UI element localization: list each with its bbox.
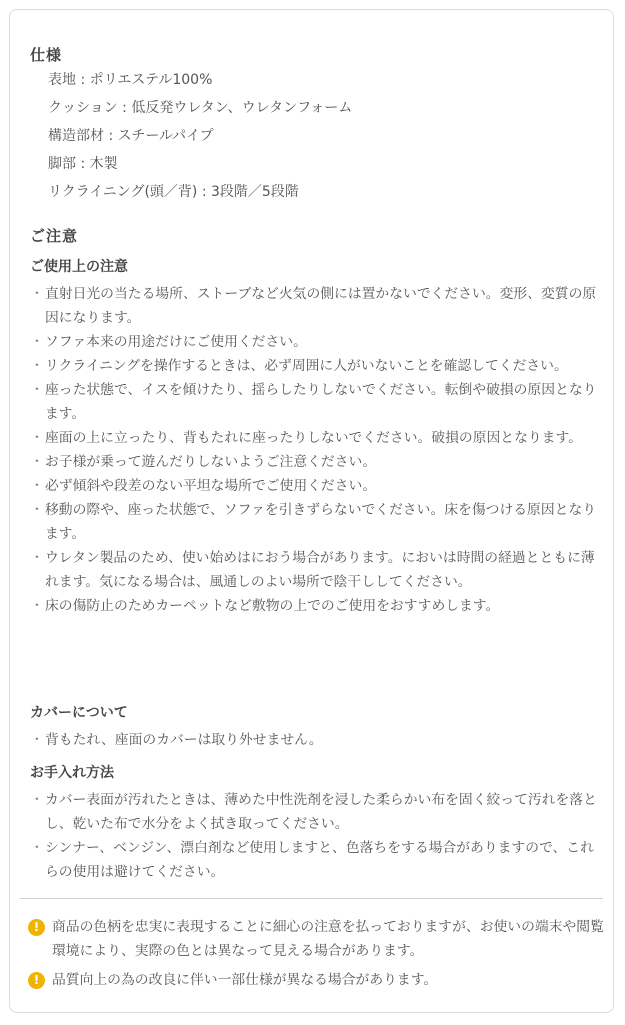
caution-title: ご注意: [30, 227, 79, 245]
list-item: ・ 座面の上に立ったり、背もたれに座ったりしないでください。破損の原因となります。: [30, 426, 602, 450]
list-item: ・ 座った状態で、イスを傾けたり、揺らしたりしないでください。転倒や破損の原因となります。: [30, 378, 602, 426]
spec-item: 構造部材 : スチールパイプ: [48, 128, 214, 144]
list-item: ・ ソファ本来の用途だけにご使用ください。: [30, 330, 602, 354]
usage-list: [30, 282, 602, 618]
spec-item: クッション : 低反発ウレタン、ウレタンフォーム: [48, 100, 353, 116]
divider: [20, 898, 603, 899]
cover-title: カバーについて: [30, 705, 128, 721]
bullet-icon: ・: [30, 478, 44, 494]
list-item: ・ 床の傷防止のためカーペットなど敷物の上でのご使用をおすすめします。: [30, 594, 602, 618]
list-item: ・ 必ず傾斜や段差のない平坦な場所でご使用ください。: [30, 474, 602, 498]
list-item: ・ 直射日光の当たる場所、ストーブなど火気の側には置かないでください。変形、変質の原因になります。: [30, 282, 602, 330]
bullet-icon: ・: [30, 334, 44, 350]
bullet-icon: ・: [30, 732, 44, 748]
list-item: ・ お子様が乗って遊んだりしないようご注意ください。: [30, 450, 602, 474]
spec-title: 仕様: [30, 46, 63, 64]
bullet-icon: ・: [30, 792, 44, 808]
bullet-icon: ・: [30, 286, 44, 302]
spec-card: [9, 9, 614, 1013]
note-item: ! 商品の色柄を忠実に表現することに細心の注意を払っておりますが、お使いの端末や閲覧環境により、実際の色とは異なって見える場合があります。: [28, 915, 606, 963]
list-item: ・ 背もたれ、座面のカバーは取り外せません。: [30, 728, 602, 752]
bullet-icon: ・: [30, 840, 44, 856]
notes-list: [28, 915, 606, 997]
list-item: ・ カバー表面が汚れたときは、薄めた中性洗剤を浸した柔らかい布を固く絞って汚れを落とし、乾いた布で水分をよく拭き取ってください。: [30, 788, 602, 836]
bullet-icon: ・: [30, 382, 44, 398]
cover-list: [30, 728, 602, 752]
list-item: ・ 移動の際や、座った状態で、ソファを引きずらないでください。床を傷つける原因となります。: [30, 498, 602, 546]
spec-item: 脚部 : 木製: [48, 156, 118, 172]
bullet-icon: ・: [30, 454, 44, 470]
usage-title: ご使用上の注意: [30, 259, 128, 275]
bullet-icon: ・: [30, 550, 44, 566]
list-item: ・ ウレタン製品のため、使い始めはにおう場合があります。においは時間の経過とともに薄れます。気になる場合は、風通しのよい場所で陰干ししてください。: [30, 546, 602, 594]
spec-item: 表地 : ポリエステル100%: [48, 72, 213, 88]
note-item: ! 品質向上の為の改良に伴い一部仕様が異なる場合があります。: [28, 968, 606, 992]
spec-list: [48, 66, 352, 206]
list-item: ・ リクライニングを操作するときは、必ず周囲に人がいないことを確認してください。: [30, 354, 602, 378]
warning-icon: !: [28, 972, 45, 989]
bullet-icon: ・: [30, 598, 44, 614]
bullet-icon: ・: [30, 358, 44, 374]
spec-item: リクライニング(頭／背) : 3段階／5段階: [48, 184, 299, 200]
warning-icon: !: [28, 919, 45, 936]
care-title: お手入れ方法: [30, 765, 114, 781]
bullet-icon: ・: [30, 430, 44, 446]
bullet-icon: ・: [30, 502, 44, 518]
list-item: ・ シンナー、ベンジン、漂白剤など使用しますと、色落ちをする場合がありますので、これらの使用は避けてください。: [30, 836, 602, 884]
care-list: [30, 788, 602, 884]
